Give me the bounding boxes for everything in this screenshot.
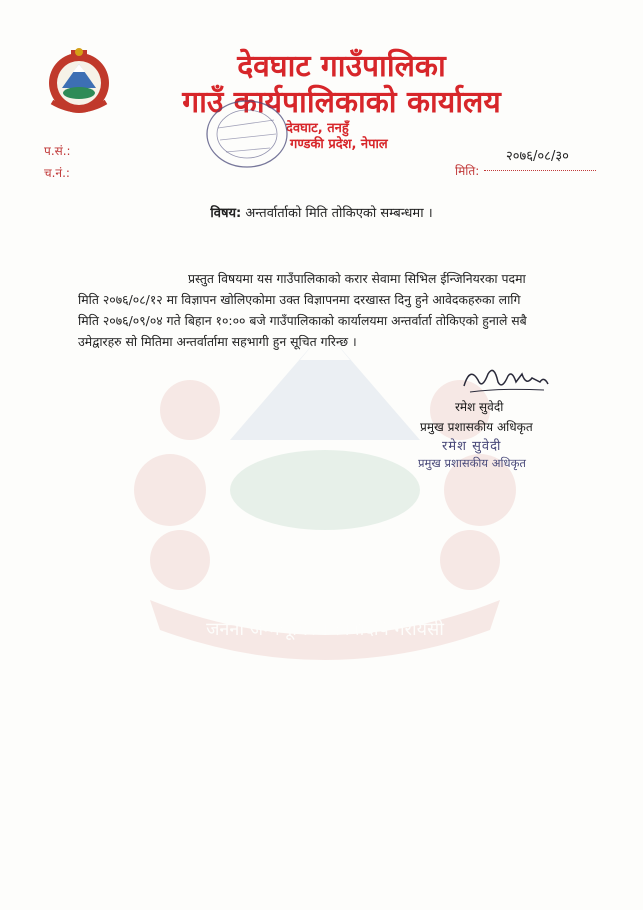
dispatch-number-label: च.नं.: bbox=[44, 166, 70, 180]
date-dotted-line bbox=[484, 170, 596, 171]
subject-text: अन्तर्वार्ताको मिति तोकिएको सम्बन्धमा । bbox=[245, 206, 433, 221]
stamp-signatory-name: रमेश सुवेदी bbox=[442, 439, 502, 454]
subject-line bbox=[0, 203, 643, 221]
signatory-title: प्रमुख प्रशासकीय अधिकृत bbox=[420, 420, 533, 434]
letterhead-office-name: गाउँ कार्यपालिकाको कार्यालय bbox=[182, 85, 501, 120]
signatory-name: रमेश सुवेदी bbox=[455, 400, 504, 414]
office-round-stamp bbox=[204, 98, 290, 170]
body-line: मिति २०७६/०८/१२ मा विज्ञापन खोलिएकोमा उक्त विज्ञापनमा दरखास्त दिनु हुने आवेदकहरुका लागि bbox=[78, 292, 521, 307]
body-line: मिति २०७६/०९/०४ गते बिहान १०:०० बजे गाउँपालिकाको कार्यालयमा अन्तर्वार्ता तोकिएको हुनाले सबै bbox=[78, 313, 527, 328]
letterhead-location: देवघाट, तनहुँ bbox=[286, 121, 349, 136]
letter-body bbox=[78, 268, 566, 352]
letterhead-province: गण्डकी प्रदेश, नेपाल bbox=[290, 137, 388, 152]
stamp-signatory-title: प्रमुख प्रशासकीय अधिकृत bbox=[418, 456, 526, 470]
reference-number-label: प.सं.: bbox=[44, 144, 71, 158]
body-line: प्रस्तुत विषयमा यस गाउँपालिकाको करार सेवामा सिभिल ईन्जिनियरका पदमा bbox=[188, 271, 526, 286]
subject-label: विषय: bbox=[210, 206, 242, 221]
watermark-motto: जननी जन्मभूमिश्च स्वर्गादपि गरीयसी bbox=[206, 619, 444, 640]
date-label: मिति: bbox=[455, 164, 480, 178]
letterhead-municipality-name: देवघाट गाउँपालिका bbox=[237, 49, 446, 84]
body-line: उमेद्वारहरु सो मितिमा अन्तर्वार्तामा सहभागी हुन सूचित गरिन्छ । bbox=[78, 334, 357, 349]
letter-date: २०७६/०८/३० bbox=[506, 149, 569, 164]
handwritten-signature bbox=[460, 360, 550, 400]
